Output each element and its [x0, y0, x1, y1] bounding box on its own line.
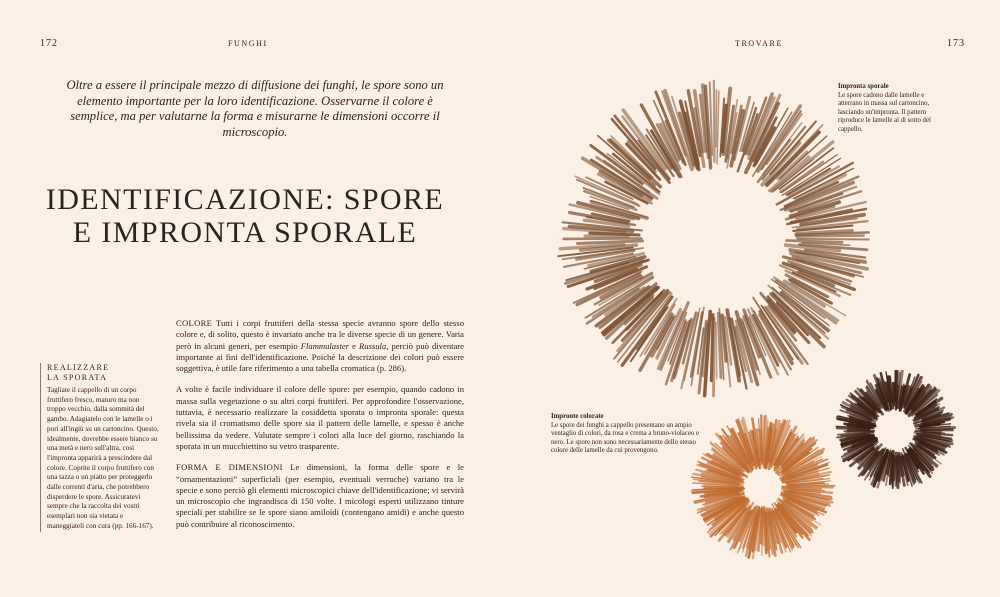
gill-line — [782, 486, 834, 487]
spore-print-brown-image — [555, 75, 875, 400]
p1-part-c: , perciò può diventare importante ai fini dell'identificazione. Poiché la descrizione dei colori può essere soggettiva, è utile fare riferimento a una tabella cromatica (p. 286). — [176, 340, 464, 374]
right-page — [500, 0, 1000, 597]
gill-line — [716, 323, 717, 379]
caption-1-heading: Impronta sporale — [838, 83, 889, 90]
title-line-2: E IMPRONTA SPORALE — [72, 216, 418, 249]
gill-line — [564, 238, 642, 239]
sidebar-heading — [47, 363, 159, 383]
gill-line — [711, 315, 713, 381]
gill-line — [921, 429, 953, 430]
page-title — [20, 183, 470, 249]
caption-impronte-colorate — [551, 413, 711, 456]
spore-print-dark-image — [820, 370, 970, 490]
paragraph-sporata: A volte è facile individuare il colore delle spore: per esempio, quando cadono in massa sulla vegetazione o su altri corpi fruttiferi. Per approfondire l'osservazione, tuttavia, è necessario realizzare la cosiddetta sporata o impronta sporale: questa rivela sia il cromatismo delle spore sia il pattern delle lamelle, e spesso è anche bellissima da vedere. Valutate sempre i colori alla luce del giorno, raschiando la sporata in un mucchiettino su vetro trasparente. — [176, 384, 464, 451]
spore-print-brown — [558, 81, 869, 396]
genus-russula: Russula — [359, 340, 387, 351]
sidebar-heading-line-1: REALIZZARE — [47, 363, 110, 372]
gill-line — [761, 415, 762, 464]
gill-line — [705, 488, 743, 489]
spore-print-dark — [836, 370, 954, 488]
title-line-1: IDENTIFICAZIONE: SPORE — [45, 183, 445, 216]
running-head-left: FUNGHI — [228, 39, 268, 48]
genus-flammulaster: Flammulaster — [300, 340, 349, 351]
gill-line — [585, 236, 628, 237]
intro-paragraph: Oltre a essere il principale mezzo di diffusione dei funghi, le spore sono un elemento importante per la loro identificazione. Osservarne il colore è semplice, ma per valutarne la forma e misurarne le dimensioni occorre il microscopio. — [66, 78, 444, 139]
lead-forma: FORMA E DIMENSIONI — [176, 462, 283, 473]
paragraph-forma — [176, 462, 464, 530]
gill-line — [717, 91, 719, 164]
sidebar-heading-line-2: LA SPORATA — [47, 373, 108, 382]
gill-line — [797, 239, 869, 240]
caption-impronta-sporale — [838, 83, 948, 135]
p1-part-a: Tutti i corpi fruttiferi della stessa specie avranno spore dello stesso colore e, di solito, questo è invariato anche tra le diverse specie di un genere. Varia però in alcuni generi, per esempio — [176, 318, 464, 351]
spore-print-orange — [692, 415, 835, 558]
p1-part-b: e — [348, 340, 359, 351]
page-number-right: 173 — [947, 38, 965, 49]
sidebar-box — [40, 363, 159, 532]
caption-2-text: Le spore dei funghi a cappello presentano un ampio ventaglio di colori, da rosa e crema a bruno-violaceo e nero. Le spore non sono necessariamente dello stesso colore delle lamelle da cui provengono. — [551, 421, 699, 455]
gill-line — [578, 241, 643, 244]
page-number-left: 172 — [40, 38, 58, 49]
p3-text: Le dimensioni, la forma delle spore e le “ornamentazioni” superficiali (per esempio, eventuali verruche) variano tra le specie e sono perciò gli elementi microscopici chiave dell'identificazione; vi servirà un microscopio che ingrandisca di 150 volte. I micologi esperti utilizzano tinture speciali per stabilire se le spore siano amiloidi (contengano amidi) e anche questo può contribuire al riconoscimento. — [176, 462, 464, 529]
gill-line — [797, 236, 864, 237]
paragraph-colore — [176, 318, 464, 374]
gill-line — [714, 81, 715, 162]
sidebar-text: Tagliate il cappello di un corpo fruttifero fresco, maturo ma non troppo vecchio, dalla sommità del gambo. Adagiatelo con le lamelle o i pori all'ingiù su un cartoncino. Questo, idealmente, dovrebbe essere bianco su una metà e nero sull'altra, così l'impronta apparirà a prescindere dal colore. Coprite il corpo fruttifero con una tazza o un piatto per proteggerlo dalle correnti d'aria, che potrebbero disperdere le spore. Assicuratevi sempre che la raccolta dei vostri esemplari non sia vietata e maneggiateli con cura (pp. 166-167). — [47, 386, 159, 530]
lead-colore: COLORE — [176, 318, 213, 328]
gill-line — [716, 90, 717, 147]
running-head-right: TROVARE — [735, 39, 783, 48]
body-text — [176, 318, 464, 540]
caption-2-heading: Impronte colorate — [551, 413, 604, 420]
caption-1-text: Le spore cadono dalle lamelle e atterrano in massa sul cartoncino, lasciando un'impronta. Il pattern riproduce le lamelle al di sotto del cappello. — [838, 91, 931, 133]
gill-line — [787, 241, 842, 243]
